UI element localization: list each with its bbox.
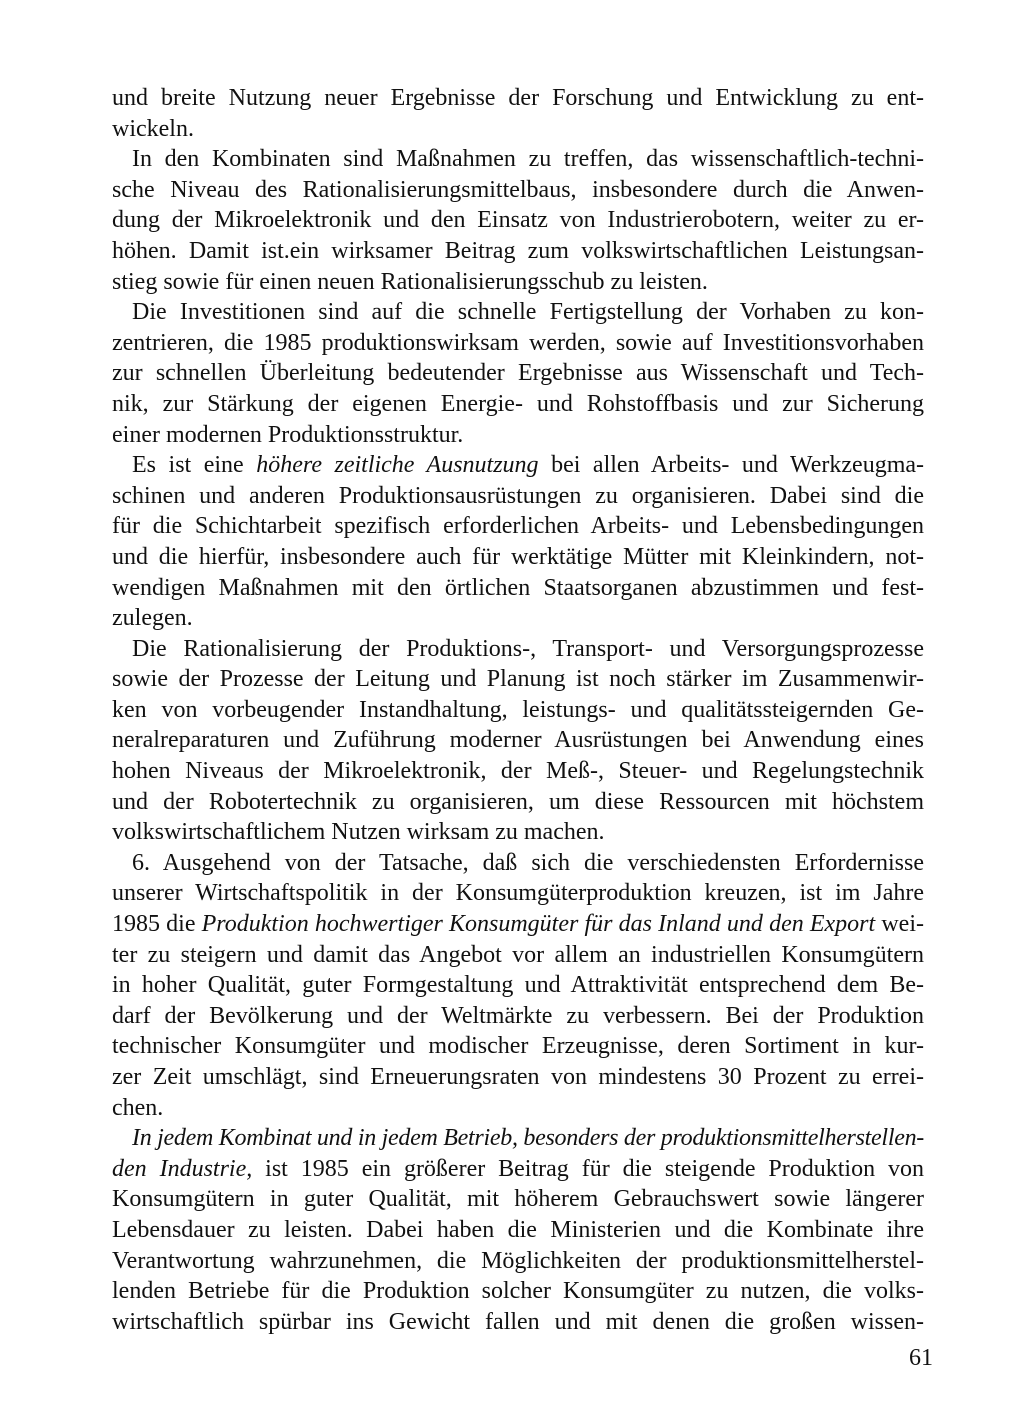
text-line — [112, 725, 924, 756]
page-number: 61 — [909, 1345, 933, 1371]
text-segment: 1985 die — [112, 911, 202, 938]
text-segment: sowie der Prozesse der Leitung und Planung ist noch stärker im Zusammenwir- — [112, 666, 924, 693]
text-line — [112, 358, 924, 389]
text-line — [112, 542, 924, 573]
text-line — [112, 328, 924, 359]
text-segment: und der Robotertechnik zu organisieren, um diese Ressourcen mit höchstem — [112, 788, 924, 815]
text-line — [112, 83, 924, 114]
text-line — [112, 205, 924, 236]
text-segment: chen. — [112, 1094, 164, 1121]
text-segment: Konsumgütern in guter Qualität, mit höherem Gebrauchswert sowie längerer — [112, 1186, 924, 1213]
text-segment: Es ist eine — [132, 452, 257, 479]
text-line — [112, 1123, 924, 1154]
text-segment: zulegen. — [112, 605, 193, 632]
text-line — [112, 1307, 924, 1338]
text-line — [112, 511, 924, 542]
text-segment: volkswirtschaftlichem Nutzen wirksam zu machen. — [112, 819, 605, 846]
text-segment: zentrieren, die 1985 produktionswirksam werden, sowie auf Investitionsvorhaben — [112, 329, 924, 356]
text-segment: wirtschaftlich spürbar ins Gewicht fallen und mit denen die großen wissen- — [112, 1308, 924, 1335]
text-segment: Die Investitionen sind auf die schnelle Fertigstellung der Vorhaben zu kon- — [132, 299, 924, 326]
text-segment: einer modernen Produktionsstruktur. — [112, 421, 464, 448]
text-segment: wickeln. — [112, 115, 194, 142]
text-segment: darf der Bevölkerung und der Weltmärkte zu verbessern. Bei der Produktion — [112, 1002, 924, 1029]
text-line — [112, 144, 924, 175]
text-line — [112, 1062, 924, 1093]
text-line — [112, 940, 924, 971]
text-line — [112, 603, 924, 634]
text-segment: wendigen Maßnahmen mit den örtlichen Staatsorganen abzustimmen und fest- — [112, 574, 924, 601]
text-line — [112, 909, 924, 940]
text-line — [112, 1276, 924, 1307]
text-line — [112, 970, 924, 1001]
text-line — [112, 878, 924, 909]
text-segment: zer Zeit umschlägt, sind Erneuerungsraten von mindestens 30 Prozent zu errei- — [112, 1064, 924, 1090]
text-segment: Verantwortung wahrzunehmen, die Möglichkeiten der produktionsmittelherstel- — [112, 1247, 924, 1274]
italic-text-segment: höhere zeitliche Ausnutzung — [256, 452, 539, 479]
text-segment: neralreparaturen und Zuführung moderner Ausrüstungen bei Anwendung eines — [112, 727, 924, 754]
text-line — [112, 175, 924, 206]
text-segment: ter zu steigern und damit das Angebot vor allem an industriellen Konsumgütern — [112, 941, 924, 968]
text-line — [112, 1215, 924, 1246]
text-segment: höhen. Damit ist.ein wirksamer Beitrag zum volkswirtschaftlichen Leistungsan- — [112, 237, 924, 264]
text-line — [112, 817, 924, 848]
text-segment: Die Rationalisierung der Produktions-, Transport- und Versorgungsprozesse — [132, 635, 924, 662]
italic-text-segment: In jedem Kombinat und in jedem Betrieb, besonders der produktionsmittelherstellen- — [132, 1125, 925, 1152]
text-segment: bei allen Arbeits- und Werkzeugma- — [538, 452, 925, 479]
text-segment: ist 1985 ein größerer Beitrag für die steigende Produktion von — [252, 1155, 925, 1182]
text-segment: sche Niveau des Rationalisierungsmittelbaus, insbesondere durch die Anwen- — [112, 176, 924, 203]
text-line — [112, 848, 924, 879]
text-segment: technischer Konsumgüter und modischer Erzeugnisse, deren Sortiment in kur- — [112, 1033, 924, 1060]
text-line — [112, 756, 924, 787]
text-segment: und die hierfür, insbesondere auch für werktätige Mütter mit Kleinkindern, not- — [112, 543, 924, 570]
text-line — [112, 695, 924, 726]
text-segment: dung der Mikroelektronik und den Einsatz von Industrierobotern, weiter zu er- — [112, 207, 924, 234]
text-segment: lenden Betriebe für die Produktion solcher Konsumgüter zu nutzen, die volks- — [112, 1278, 924, 1305]
text-segment: ken von vorbeugender Instandhaltung, leistungs- und qualitätssteigernden Ge- — [112, 696, 924, 723]
text-segment: stieg sowie für einen neuen Rationalisierungsschub zu leisten. — [112, 268, 708, 295]
text-segment: nik, zur Stärkung der eigenen Energie- und Rohstoffbasis und zur Sicherung — [112, 390, 924, 417]
text-segment: für die Schichtarbeit spezifisch erforderlichen Arbeits- und Lebensbedingungen — [112, 513, 924, 540]
text-line — [112, 573, 924, 604]
text-segment: zur schnellen Überleitung bedeutender Ergebnisse aus Wissenschaft und Tech- — [112, 360, 924, 387]
text-line — [112, 267, 924, 298]
text-line — [112, 1031, 924, 1062]
body-text — [112, 83, 924, 1337]
text-segment: 6. Ausgehend von der Tatsache, daß sich die verschiedensten Erfordernisse — [132, 849, 924, 876]
text-segment: schinen und anderen Produktionsausrüstungen zu organisieren. Dabei sind die — [112, 482, 924, 509]
text-segment: In den Kombinaten sind Maßnahmen zu treffen, das wissenschaftlich-techni- — [132, 146, 924, 173]
text-line — [112, 634, 924, 665]
text-segment: in hoher Qualität, guter Formgestaltung und Attraktivität entsprechend dem Be- — [112, 972, 924, 999]
text-line — [112, 389, 924, 420]
text-line — [112, 1184, 924, 1215]
text-segment: hohen Niveaus der Mikroelektronik, der Meß-, Steuer- und Regelungstechnik — [112, 758, 924, 785]
italic-text-segment: Produktion hochwertiger Konsumgüter für das Inland und den Export — [201, 911, 876, 938]
text-line — [112, 1246, 924, 1277]
text-line — [112, 664, 924, 695]
text-line — [112, 236, 924, 267]
text-line — [112, 450, 924, 481]
text-line — [112, 420, 924, 451]
text-segment: und breite Nutzung neuer Ergebnisse der Forschung und Entwicklung zu ent- — [112, 85, 924, 111]
text-segment: Lebensdauer zu leisten. Dabei haben die Ministerien und die Kombinate ihre — [112, 1216, 924, 1243]
text-line — [112, 787, 924, 818]
text-line — [112, 114, 924, 145]
italic-text-segment: den Industrie, — [112, 1155, 253, 1182]
text-line — [112, 1001, 924, 1032]
text-segment: wei- — [875, 911, 924, 938]
text-segment: unserer Wirtschaftspolitik in der Konsumgüterproduktion kreuzen, ist im Jahre — [112, 880, 924, 907]
text-line — [112, 1093, 924, 1124]
text-line — [112, 297, 924, 328]
text-line — [112, 481, 924, 512]
text-line — [112, 1154, 924, 1185]
